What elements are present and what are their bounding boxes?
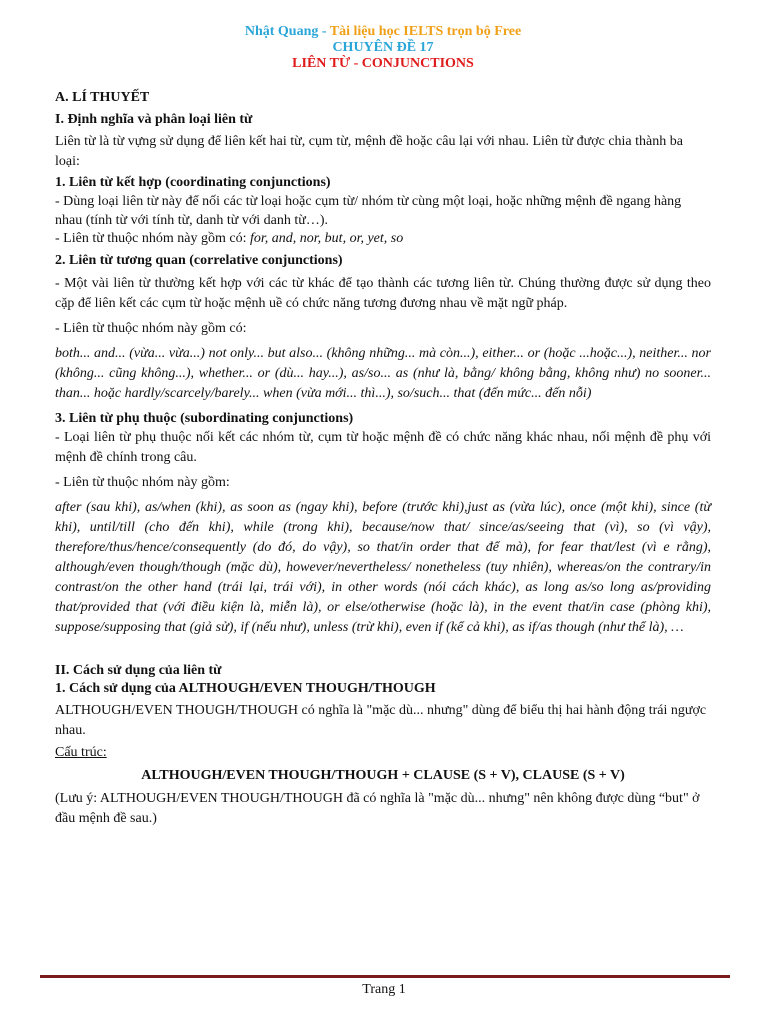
subordinating-members-list: after (sau khi), as/when (khi), as soon as (ngay khi), before (trước khi),just as (vừa lúc), once (một khi), since (từ khi), until/till (cho đến khi), while (trong khi), because/now that/ since/as/seeing that (vì), so (vì vậy), therefore/thus/hence/consequently (do đó, do vậy), so that/in order that để mà), for fear that/lest (vì e rằng), although/even though/though (mặc dù), however/nevertheless/ nonetheless (tuy nhiên), whereas/on the contrary/in contrast/on the other hand (trái lại, trái với), in other words (nói cách khác), as long as/so long as/providing that/provided that (với điều kiện là, miễn là), or else/otherwise (hoặc là), in the event that/in case (phòng khi), suppose/supposing that (giả sử), if (nếu như), unless (trừ khi), even if (kể cả khi), as if/as though (như thể là), … bbox=[55, 500, 711, 635]
subordinating-description: - Loại liên từ phụ thuộc nối kết các nhóm từ, cụm từ hoặc mệnh đề có chức năng khác nhau, nối mệnh đề phụ với mệnh đề chính trong câu. bbox=[55, 430, 711, 465]
section-ii-sub-heading: 1. Cách sử dụng của ALTHOUGH/EVEN THOUGH/THOUGH bbox=[55, 681, 436, 696]
structure-formula: ALTHOUGH/EVEN THOUGH/THOUGH + CLAUSE (S + V), CLAUSE (S + V) bbox=[141, 768, 625, 783]
header-separator: - bbox=[318, 24, 330, 39]
correlative-members-label: - Liên từ thuộc nhóm này gồm có: bbox=[55, 321, 247, 336]
intro-paragraph: Liên từ là từ vựng sử dụng để liên kết hai từ, cụm từ, mệnh đề hoặc câu lại với nhau. Liên từ được chia thành ba loại: bbox=[55, 134, 683, 169]
header-source-line bbox=[55, 24, 711, 40]
coordinating-members bbox=[55, 230, 711, 248]
header-site: Tài liệu học IELTS trọn bộ Free bbox=[329, 24, 522, 39]
usage-note: (Lưu ý: ALTHOUGH/EVEN THOUGH/THOUGH đã có nghĩa là "mặc dù... nhưng" nên không được dùng “but" ở đầu mệnh đề sau.) bbox=[55, 791, 700, 826]
footer-divider bbox=[40, 975, 730, 978]
section-ii-heading: II. Cách sử dụng của liên từ bbox=[55, 663, 222, 678]
coordinating-members-list: for, and, nor, but, or, yet, so bbox=[250, 231, 404, 246]
although-description: ALTHOUGH/EVEN THOUGH/THOUGH có nghĩa là "mặc dù... nhưng" dùng để biểu thị hai hành động trái ngược nhau. bbox=[55, 703, 707, 738]
correlative-members-list: both... and... (vừa... vừa...) not only... but also... (không những... mà còn...), either... or (hoặc ...hoặc...), neither... nor (không... cũng không...), whether... or (dù... hay...), as/so... as (như là, bằng/ không bằng, không như) no sooner... than... hoặc hardly/scarcely/barely... when (vừa mới... thì...), so/such... that (đến mức... đến nỗi) bbox=[55, 346, 711, 401]
correlative-description: - Một vài liên từ thường kết hợp với các từ khác để tạo thành các tương liên từ. Chúng thường được sử dụng theo cặp để liên kết các cụm từ hoặc mệnh uề có chức năng tương đương nhau về mặt ngữ pháp. bbox=[55, 276, 711, 311]
header-title: LIÊN TỪ - CONJUNCTIONS bbox=[292, 56, 474, 71]
document-header bbox=[55, 24, 711, 72]
page-number: Trang 1 bbox=[362, 982, 406, 997]
section-a-heading: A. LÍ THUYẾT bbox=[55, 90, 150, 105]
subordinating-members-label: - Liên từ thuộc nhóm này gồm: bbox=[55, 475, 230, 490]
coordinating-members-label: - Liên từ thuộc nhóm này gồm có: bbox=[55, 231, 250, 246]
structure-label: Cấu trúc: bbox=[55, 745, 107, 760]
part-1-heading: I. Định nghĩa và phân loại liên từ bbox=[55, 112, 253, 127]
coordinating-description: - Dùng loại liên từ này để nối các từ loại hoặc cụm từ/ nhóm từ cùng một loại, hoặc những mệnh đề ngang hàng nhau (tính từ với tính từ, danh từ với danh từ…). bbox=[55, 194, 682, 228]
document-page bbox=[55, 24, 711, 829]
correlative-heading: 2. Liên từ tương quan (correlative conjunctions) bbox=[55, 253, 343, 268]
coordinating-heading: 1. Liên từ kết hợp (coordinating conjunctions) bbox=[55, 175, 331, 190]
header-topic: CHUYÊN ĐỀ 17 bbox=[332, 40, 434, 55]
subordinating-heading: 3. Liên từ phụ thuộc (subordinating conjunctions) bbox=[55, 411, 354, 426]
header-author: Nhật Quang bbox=[244, 24, 319, 39]
